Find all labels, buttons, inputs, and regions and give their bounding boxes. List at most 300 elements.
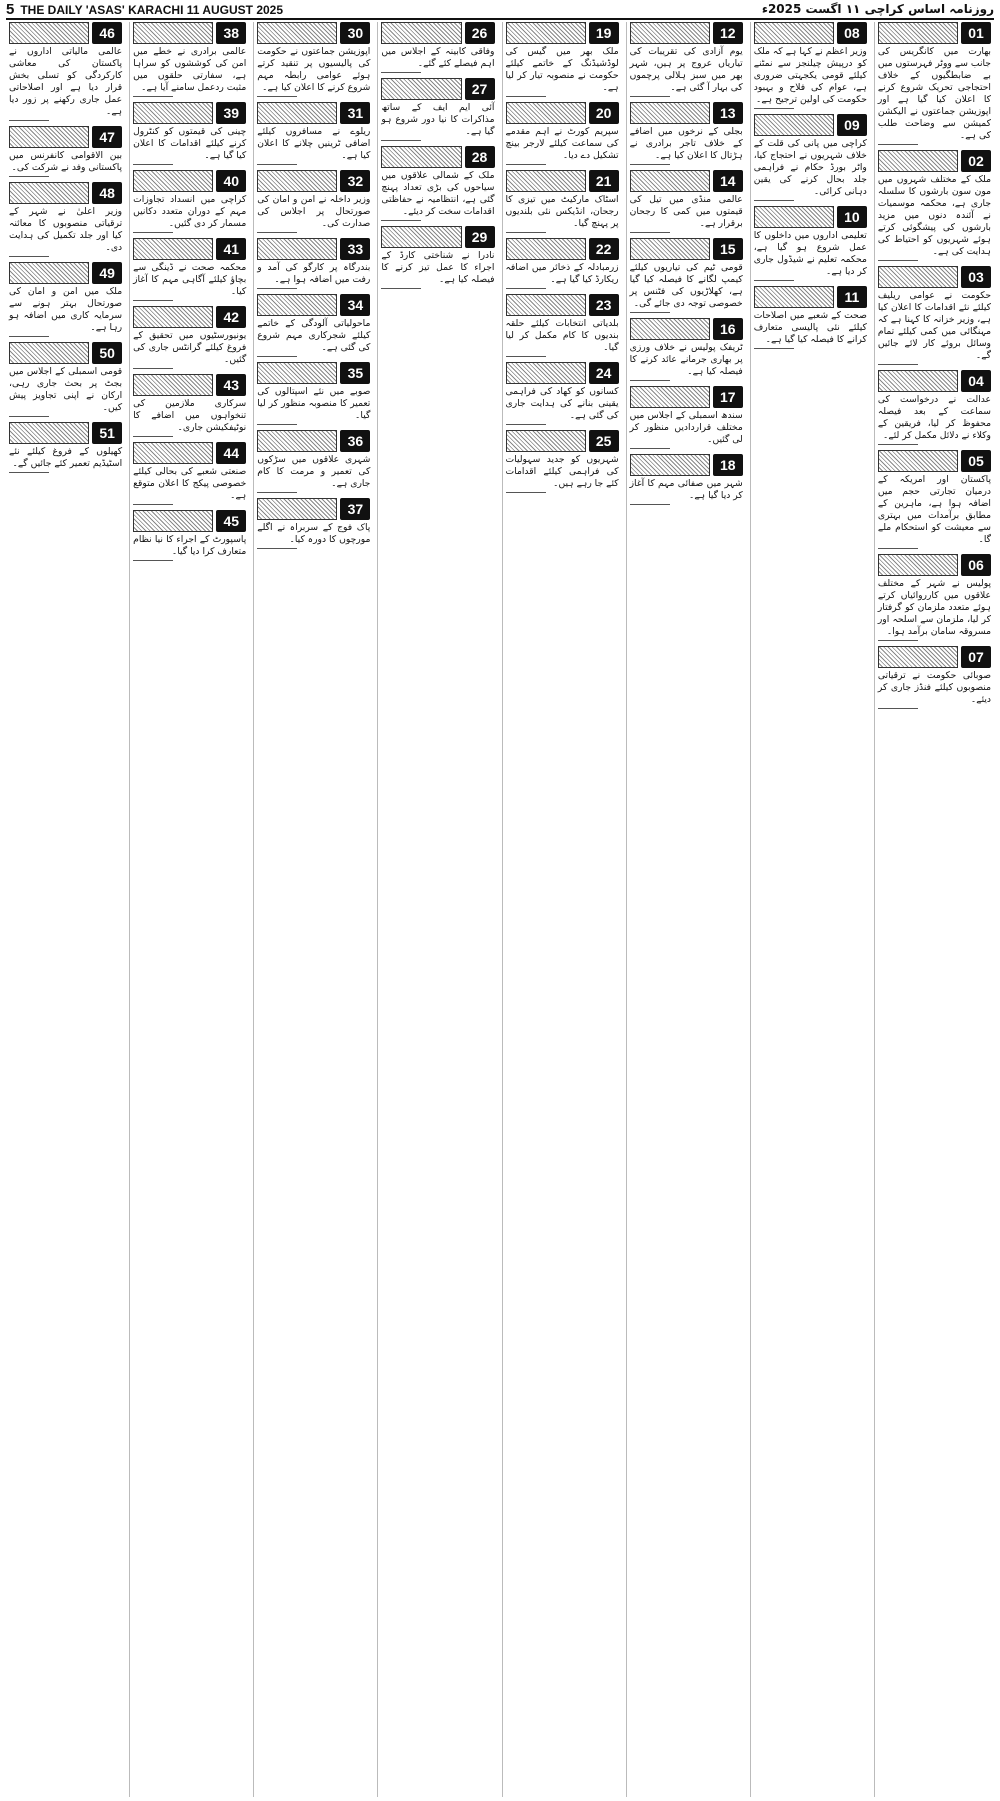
news-item-text: صوبائی حکومت نے ترقیاتی منصوبوں کیلئے فنڈز جاری کر دیئے۔ xyxy=(877,670,991,705)
news-item-header xyxy=(9,22,122,44)
news-item-number-badge: 30 xyxy=(340,22,370,44)
news-item-text: وزیر اعلیٰ نے شہر کے ترقیاتی منصوبوں کا معائنہ کیا اور جلد تکمیل کی ہدایت دی۔ xyxy=(9,206,123,253)
item-end-rule xyxy=(133,368,173,369)
headline-hatch-box xyxy=(630,238,710,260)
headline-hatch-box xyxy=(9,422,89,444)
news-item-text: ٹریفک پولیس نے خلاف ورزی پر بھاری جرمانے عائد کرنے کا فیصلہ کیا ہے۔ xyxy=(629,342,743,377)
headline-hatch-box xyxy=(9,262,89,284)
news-item xyxy=(133,306,246,369)
item-end-rule xyxy=(630,504,670,505)
item-end-rule xyxy=(630,164,670,165)
item-end-rule xyxy=(257,492,297,493)
item-end-rule xyxy=(878,640,918,641)
news-item-number-badge: 49 xyxy=(92,262,122,284)
news-item xyxy=(257,430,370,493)
news-item-number-badge: 12 xyxy=(713,22,743,44)
news-item xyxy=(9,262,122,337)
news-item-header xyxy=(257,170,370,192)
item-end-rule xyxy=(630,380,670,381)
headline-hatch-box xyxy=(506,102,586,124)
headline-hatch-box xyxy=(9,126,89,148)
news-item xyxy=(630,386,743,449)
news-item-text: شہر میں صفائی مہم کا آغاز کر دیا گیا ہے۔ xyxy=(629,478,743,501)
news-item-text: قومی ٹیم کی تیاریوں کیلئے کیمپ لگانے کا فیصلہ کیا گیا ہے، کھلاڑیوں کی فٹنس پر خصوصی توجہ دی جائے گی۔ xyxy=(629,262,743,309)
item-end-rule xyxy=(878,144,918,145)
news-item-header xyxy=(878,266,991,288)
masthead xyxy=(6,0,994,20)
headline-hatch-box xyxy=(878,150,958,172)
news-item-text: ریلوے نے مسافروں کیلئے اضافی ٹرینیں چلانے کا اعلان کیا ہے۔ xyxy=(257,126,371,161)
item-end-rule xyxy=(754,280,794,281)
news-item-number-badge: 01 xyxy=(961,22,991,44)
news-item-header xyxy=(630,22,743,44)
headline-hatch-box xyxy=(878,22,958,44)
item-end-rule xyxy=(257,288,297,289)
news-item xyxy=(257,22,370,97)
headline-hatch-box xyxy=(257,362,337,384)
news-item-text: قومی اسمبلی کے اجلاس میں بجٹ پر بحث جاری رہی، ارکان نے اپنی تجاویز پیش کیں۔ xyxy=(9,366,123,413)
news-item-header xyxy=(257,498,370,520)
item-end-rule xyxy=(257,96,297,97)
item-end-rule xyxy=(9,120,49,121)
news-item-header xyxy=(754,114,867,136)
item-end-rule xyxy=(257,424,297,425)
news-item-header xyxy=(133,22,246,44)
news-item-header xyxy=(133,238,246,260)
headline-hatch-box xyxy=(257,498,337,520)
news-item-text: عالمی مالیاتی اداروں نے پاکستان کی معاشی کارکردگی کو تسلی بخش قرار دیا ہے اور اصلاحاتی عمل جاری رکھنے پر زور دیا ہے۔ xyxy=(9,46,123,117)
news-item xyxy=(381,78,494,141)
headline-hatch-box xyxy=(630,454,710,476)
news-item xyxy=(257,362,370,425)
headline-hatch-box xyxy=(9,182,89,204)
headline-hatch-box xyxy=(878,370,958,392)
news-item-text: آئی ایم ایف کے ساتھ مذاکرات کا نیا دور شروع ہو گیا ہے۔ xyxy=(381,102,495,137)
item-end-rule xyxy=(630,312,670,313)
headline-hatch-box xyxy=(630,170,710,192)
news-item-number-badge: 03 xyxy=(961,266,991,288)
masthead-left xyxy=(6,1,283,18)
news-item xyxy=(133,102,246,165)
news-item xyxy=(506,238,619,289)
news-item-header xyxy=(506,22,619,44)
item-end-rule xyxy=(9,176,49,177)
news-item-header xyxy=(257,294,370,316)
news-item-header xyxy=(878,554,991,576)
news-item-number-badge: 24 xyxy=(589,362,619,384)
news-item-number-badge: 09 xyxy=(837,114,867,136)
news-item-number-badge: 27 xyxy=(465,78,495,100)
item-end-rule xyxy=(630,96,670,97)
news-item xyxy=(133,374,246,437)
news-item xyxy=(506,102,619,165)
news-item-text: وزیر داخلہ نے امن و امان کی صورتحال پر اجلاس کی صدارت کی۔ xyxy=(257,194,371,229)
news-item-text: پاسپورٹ کے اجراء کا نیا نظام متعارف کرا دیا گیا۔ xyxy=(133,534,247,557)
headline-hatch-box xyxy=(133,170,213,192)
news-item-text: ملک کے شمالی علاقوں میں سیاحوں کی بڑی تعداد پہنچ گئی ہے، انتظامیہ نے حفاظتی اقدامات سخت کر دیئے۔ xyxy=(381,170,495,217)
headline-hatch-box xyxy=(133,306,213,328)
news-item-text: سندھ اسمبلی کے اجلاس میں مختلف قراردادیں منظور کر لی گئیں۔ xyxy=(629,410,743,445)
news-item-header xyxy=(878,450,991,472)
news-item-text: شہریوں کو جدید سہولیات کی فراہمی کیلئے اقدامات کئے جا رہے ہیں۔ xyxy=(505,454,619,489)
item-end-rule xyxy=(133,560,173,561)
headline-hatch-box xyxy=(878,450,958,472)
news-item xyxy=(133,170,246,233)
headline-hatch-box xyxy=(133,442,213,464)
news-item-header xyxy=(381,146,494,168)
news-item-number-badge: 43 xyxy=(216,374,246,396)
news-item xyxy=(754,286,867,349)
news-item xyxy=(878,646,991,709)
headline-hatch-box xyxy=(878,266,958,288)
news-item-text: پاکستان اور امریکہ کے درمیان تجارتی حجم میں اضافہ ہوا ہے، ماہرین کے مطابق برآمدات میں بہتری سے معیشت کو استحکام ملے گا۔ xyxy=(877,474,991,545)
item-end-rule xyxy=(133,96,173,97)
news-item-number-badge: 33 xyxy=(340,238,370,260)
news-item xyxy=(630,170,743,233)
item-end-rule xyxy=(381,288,421,289)
item-end-rule xyxy=(630,232,670,233)
news-item xyxy=(381,22,494,73)
item-end-rule xyxy=(257,548,297,549)
news-item xyxy=(506,294,619,357)
masthead-title-en: THE DAILY 'ASAS' KARACHI 11 AUGUST 2025 xyxy=(20,2,284,17)
news-item-header xyxy=(878,22,991,44)
item-end-rule xyxy=(257,232,297,233)
headline-hatch-box xyxy=(133,374,213,396)
item-end-rule xyxy=(878,548,918,549)
headline-hatch-box xyxy=(133,102,213,124)
headline-hatch-box xyxy=(133,510,213,532)
item-end-rule xyxy=(506,164,546,165)
news-item xyxy=(630,238,743,313)
news-item-number-badge: 07 xyxy=(961,646,991,668)
news-item-number-badge: 31 xyxy=(340,102,370,124)
news-item-number-badge: 06 xyxy=(961,554,991,576)
item-end-rule xyxy=(506,424,546,425)
news-item-header xyxy=(630,170,743,192)
news-item xyxy=(878,150,991,261)
news-item xyxy=(506,170,619,233)
news-item-text: صحت کے شعبے میں اصلاحات کیلئے نئی پالیسی متعارف کرانے کا فیصلہ کیا گیا ہے۔ xyxy=(753,310,867,345)
masthead-title-ur: روزنامہ اساس کراچی ۱۱ اگست 2025ء xyxy=(761,2,994,16)
news-item-number-badge: 35 xyxy=(340,362,370,384)
headline-hatch-box xyxy=(506,238,586,260)
news-item-header xyxy=(630,454,743,476)
item-end-rule xyxy=(381,140,421,141)
news-item-header xyxy=(133,102,246,124)
news-item xyxy=(9,126,122,177)
news-item-text: تعلیمی اداروں میں داخلوں کا عمل شروع ہو گیا ہے، محکمہ تعلیم نے شیڈول جاری کر دیا ہے۔ xyxy=(753,230,867,277)
news-item-header xyxy=(506,430,619,452)
item-end-rule xyxy=(257,356,297,357)
news-item xyxy=(381,146,494,221)
news-item xyxy=(506,430,619,493)
item-end-rule xyxy=(381,72,421,73)
news-item-number-badge: 45 xyxy=(216,510,246,532)
news-item xyxy=(381,226,494,289)
news-item-header xyxy=(506,170,619,192)
news-item-text: بلدیاتی انتخابات کیلئے حلقہ بندیوں کا کام مکمل کر لیا گیا۔ xyxy=(505,318,619,353)
news-item-number-badge: 50 xyxy=(92,342,122,364)
item-end-rule xyxy=(506,288,546,289)
news-item-header xyxy=(754,286,867,308)
news-item xyxy=(9,182,122,257)
news-item-number-badge: 41 xyxy=(216,238,246,260)
news-item-number-badge: 22 xyxy=(589,238,619,260)
news-item-header xyxy=(878,150,991,172)
news-column xyxy=(750,22,870,1797)
item-end-rule xyxy=(9,336,49,337)
news-column xyxy=(626,22,746,1797)
news-item-number-badge: 11 xyxy=(837,286,867,308)
news-item-number-badge: 23 xyxy=(589,294,619,316)
news-item-header xyxy=(257,102,370,124)
news-item-text: حکومت نے عوامی ریلیف کیلئے نئے اقدامات کا اعلان کیا ہے، وزیر خزانہ کا کہنا ہے کہ مہنگائی میں کمی کیلئے تمام وسائل بروئے کار لائے جائیں گے۔ xyxy=(877,290,991,361)
news-item xyxy=(878,266,991,365)
news-item-text: عدالت نے درخواست کی سماعت کے بعد فیصلہ محفوظ کر لیا، فریقین کے وکلاء نے دلائل مکمل کر لئے۔ xyxy=(877,394,991,441)
news-item-header xyxy=(133,510,246,532)
news-item-text: صنعتی شعبے کی بحالی کیلئے خصوصی پیکج کا اعلان متوقع ہے۔ xyxy=(133,466,247,501)
news-item xyxy=(133,442,246,505)
news-item xyxy=(133,510,246,561)
news-item-number-badge: 18 xyxy=(713,454,743,476)
news-item-text: چینی کی قیمتوں کو کنٹرول کرنے کیلئے اقدامات کا اعلان کیا گیا ہے۔ xyxy=(133,126,247,161)
news-item-number-badge: 48 xyxy=(92,182,122,204)
news-item xyxy=(257,294,370,357)
news-item-text: اسٹاک مارکیٹ میں تیزی کا رجحان، انڈیکس نئی بلندیوں پر پہنچ گیا۔ xyxy=(505,194,619,229)
news-item-header xyxy=(257,430,370,452)
news-item xyxy=(9,22,122,121)
news-item-text: عالمی برادری نے خطے میں امن کی کوششوں کو سراہا ہے، سفارتی حلقوں میں مثبت ردعمل سامنے آیا ہے۔ xyxy=(133,46,247,93)
news-item-number-badge: 19 xyxy=(589,22,619,44)
news-item-header xyxy=(9,342,122,364)
news-item-header xyxy=(381,226,494,248)
news-item-header xyxy=(754,22,867,44)
news-item-number-badge: 34 xyxy=(340,294,370,316)
news-item xyxy=(754,22,867,109)
news-item-text: کھیلوں کے فروغ کیلئے نئے اسٹیڈیم تعمیر کئے جائیں گے۔ xyxy=(9,446,123,469)
news-item-header xyxy=(9,126,122,148)
news-item xyxy=(878,450,991,549)
news-item-number-badge: 15 xyxy=(713,238,743,260)
news-item-number-badge: 39 xyxy=(216,102,246,124)
news-item-text: کراچی میں انسداد تجاوزات مہم کے دوران متعدد دکانیں مسمار کر دی گئیں۔ xyxy=(133,194,247,229)
page-number: 5 xyxy=(6,0,15,18)
headline-hatch-box xyxy=(257,22,337,44)
news-item-header xyxy=(878,370,991,392)
news-item xyxy=(878,370,991,445)
news-item-number-badge: 20 xyxy=(589,102,619,124)
item-end-rule xyxy=(506,96,546,97)
news-item xyxy=(257,498,370,549)
item-end-rule xyxy=(754,348,794,349)
news-item-header xyxy=(630,238,743,260)
item-end-rule xyxy=(506,492,546,493)
news-item xyxy=(630,22,743,97)
item-end-rule xyxy=(754,200,794,201)
headline-hatch-box xyxy=(257,102,337,124)
news-item-text: اپوزیشن جماعتوں نے حکومت کی پالیسیوں پر تنقید کرتے ہوئے عوامی رابطہ مہم شروع کرنے کا اعلان کیا ہے۔ xyxy=(257,46,371,93)
news-item-text: بجلی کے نرخوں میں اضافے کے خلاف تاجر برادری نے ہڑتال کا اعلان کیا ہے۔ xyxy=(629,126,743,161)
news-item-text: سپریم کورٹ نے اہم مقدمے کی سماعت کیلئے لارجر بینچ تشکیل دے دیا۔ xyxy=(505,126,619,161)
news-columns xyxy=(6,22,994,1797)
news-item-number-badge: 10 xyxy=(837,206,867,228)
news-item-header xyxy=(257,362,370,384)
news-item-number-badge: 26 xyxy=(465,22,495,44)
news-item-text: کسانوں کو کھاد کی فراہمی یقینی بنانے کی ہدایت جاری کی گئی ہے۔ xyxy=(505,386,619,421)
news-item-header xyxy=(630,102,743,124)
item-end-rule xyxy=(506,232,546,233)
news-item-number-badge: 36 xyxy=(340,430,370,452)
news-item xyxy=(133,22,246,97)
headline-hatch-box xyxy=(506,294,586,316)
news-item xyxy=(878,22,991,145)
headline-hatch-box xyxy=(754,22,834,44)
news-item-header xyxy=(506,102,619,124)
news-column xyxy=(6,22,125,1797)
news-item-number-badge: 32 xyxy=(340,170,370,192)
headline-hatch-box xyxy=(381,146,461,168)
news-item-text: ملک بھر میں گیس کی لوڈشیڈنگ کے خاتمے کیلئے حکومت نے منصوبہ تیار کر لیا ہے۔ xyxy=(505,46,619,93)
news-item-number-badge: 42 xyxy=(216,306,246,328)
item-end-rule xyxy=(878,260,918,261)
news-item-text: ملک میں امن و امان کی صورتحال بہتر ہونے سے سرمایہ کاری میں اضافہ ہو رہا ہے۔ xyxy=(9,286,123,333)
item-end-rule xyxy=(133,300,173,301)
news-item-text: یوم آزادی کی تقریبات کی تیاریاں عروج پر ہیں، شہر بھر میں سبز ہلالی پرچموں کی بہار آ گئی ہے۔ xyxy=(629,46,743,93)
headline-hatch-box xyxy=(9,342,89,364)
headline-hatch-box xyxy=(506,22,586,44)
headline-hatch-box xyxy=(257,294,337,316)
item-end-rule xyxy=(630,448,670,449)
headline-hatch-box xyxy=(754,286,834,308)
item-end-rule xyxy=(133,164,173,165)
news-item-header xyxy=(257,238,370,260)
news-item-text: پاک فوج کے سربراہ نے اگلے مورچوں کا دورہ کیا۔ xyxy=(257,522,371,545)
news-item-header xyxy=(754,206,867,228)
news-item-text: وزیر اعظم نے کہا ہے کہ ملک کو درپیش چیلنجز سے نمٹنے کیلئے قومی یکجہتی ضروری ہے، عوام کی فلاح و بہبود حکومت کی اولین ترجیح ہے۔ xyxy=(753,46,867,105)
item-end-rule xyxy=(133,504,173,505)
news-item-number-badge: 38 xyxy=(216,22,246,44)
headline-hatch-box xyxy=(381,226,461,248)
item-end-rule xyxy=(9,416,49,417)
news-item xyxy=(878,554,991,641)
news-item-header xyxy=(9,182,122,204)
news-item-header xyxy=(133,442,246,464)
item-end-rule xyxy=(9,472,49,473)
news-item xyxy=(133,238,246,301)
item-end-rule xyxy=(133,436,173,437)
news-item xyxy=(9,342,122,417)
news-item-number-badge: 08 xyxy=(837,22,867,44)
news-item-header xyxy=(506,294,619,316)
news-item-number-badge: 51 xyxy=(92,422,122,444)
news-item xyxy=(506,362,619,425)
news-item-header xyxy=(878,646,991,668)
headline-hatch-box xyxy=(506,362,586,384)
news-item-number-badge: 37 xyxy=(340,498,370,520)
headline-hatch-box xyxy=(506,170,586,192)
item-end-rule xyxy=(878,444,918,445)
news-item xyxy=(754,206,867,281)
news-item-text: نادرا نے شناختی کارڈ کے اجراء کا عمل تیز کرنے کا فیصلہ کیا ہے۔ xyxy=(381,250,495,285)
news-item-text: سرکاری ملازمین کی تنخواہوں میں اضافے کا نوٹیفکیشن جاری۔ xyxy=(133,398,247,433)
news-column xyxy=(253,22,373,1797)
news-item-text: محکمہ صحت نے ڈینگی سے بچاؤ کیلئے آگاہی مہم کا آغاز کیا۔ xyxy=(133,262,247,297)
news-item-text: بھارت میں کانگریس کی جانب سے ووٹر فہرستوں میں بے ضابطگیوں کے خلاف احتجاجی تحریک شروع کرنے کا اعلان کیا گیا ہے اور اپوزیشن جماعتوں نے الیکشن کمیشن سے وضاحت طلب کی ہے۔ xyxy=(877,46,991,141)
news-item-header xyxy=(133,374,246,396)
news-item-header xyxy=(630,386,743,408)
headline-hatch-box xyxy=(754,114,834,136)
news-item xyxy=(257,170,370,233)
news-item-number-badge: 13 xyxy=(713,102,743,124)
news-item-header xyxy=(133,170,246,192)
headline-hatch-box xyxy=(630,386,710,408)
item-end-rule xyxy=(878,364,918,365)
news-item-text: یونیورسٹیوں میں تحقیق کے فروغ کیلئے گرانٹس جاری کی گئیں۔ xyxy=(133,330,247,365)
news-item xyxy=(630,454,743,505)
news-item xyxy=(9,422,122,473)
headline-hatch-box xyxy=(133,238,213,260)
news-item-number-badge: 40 xyxy=(216,170,246,192)
headline-hatch-box xyxy=(257,430,337,452)
news-item-text: پولیس نے شہر کے مختلف علاقوں میں کارروائیاں کرتے ہوئے متعدد ملزمان کو گرفتار کر لیا، ملزمان سے اسلحہ اور مسروقہ سامان برآمد ہوا۔ xyxy=(877,578,991,637)
news-item-text: عالمی منڈی میں تیل کی قیمتوں میں کمی کا رجحان برقرار ہے۔ xyxy=(629,194,743,229)
news-item-text: کراچی میں پانی کی قلت کے خلاف شہریوں نے احتجاج کیا، واٹر بورڈ حکام نے فراہمی جلد بحال کرنے کی یقین دہانی کرائی۔ xyxy=(753,138,867,197)
news-item-number-badge: 02 xyxy=(961,150,991,172)
news-item-number-badge: 25 xyxy=(589,430,619,452)
item-end-rule xyxy=(133,232,173,233)
news-item-header xyxy=(506,238,619,260)
news-item xyxy=(257,102,370,165)
news-item-number-badge: 21 xyxy=(589,170,619,192)
item-end-rule xyxy=(9,256,49,257)
headline-hatch-box xyxy=(878,646,958,668)
news-item-text: ملک کے مختلف شہروں میں مون سون بارشوں کا سلسلہ جاری ہے، محکمہ موسمیات نے آئندہ دنوں میں مزید بارشوں کی پیشگوئی کرتے ہوئے شہریوں کو احتیاط کی ہدایت کی ہے۔ xyxy=(877,174,991,257)
news-item-number-badge: 46 xyxy=(92,22,122,44)
news-item-text: شہری علاقوں میں سڑکوں کی تعمیر و مرمت کا کام جاری ہے۔ xyxy=(257,454,371,489)
news-item-text: صوبے میں نئے اسپتالوں کی تعمیر کا منصوبہ منظور کر لیا گیا۔ xyxy=(257,386,371,421)
news-column xyxy=(502,22,622,1797)
news-item-text: بندرگاہ پر کارگو کی آمد و رفت میں اضافہ ہوا ہے۔ xyxy=(257,262,371,285)
news-item-header xyxy=(257,22,370,44)
item-end-rule xyxy=(506,356,546,357)
news-item-number-badge: 05 xyxy=(961,450,991,472)
headline-hatch-box xyxy=(506,430,586,452)
news-item-text: بین الاقوامی کانفرنس میں پاکستانی وفد نے شرکت کی۔ xyxy=(9,150,123,173)
news-item-header xyxy=(9,262,122,284)
news-item xyxy=(754,114,867,201)
news-item-text: وفاقی کابینہ کے اجلاس میں اہم فیصلے کئے گئے۔ xyxy=(381,46,495,69)
item-end-rule xyxy=(754,108,794,109)
news-item-header xyxy=(630,318,743,340)
headline-hatch-box xyxy=(133,22,213,44)
news-item xyxy=(506,22,619,97)
news-column xyxy=(377,22,497,1797)
news-item xyxy=(630,102,743,165)
news-item-number-badge: 16 xyxy=(713,318,743,340)
news-item-number-badge: 44 xyxy=(216,442,246,464)
news-item-text: ماحولیاتی آلودگی کے خاتمے کیلئے شجرکاری مہم شروع کی گئی ہے۔ xyxy=(257,318,371,353)
headline-hatch-box xyxy=(9,22,89,44)
item-end-rule xyxy=(257,164,297,165)
news-item-number-badge: 17 xyxy=(713,386,743,408)
news-item-number-badge: 28 xyxy=(465,146,495,168)
item-end-rule xyxy=(878,708,918,709)
news-item xyxy=(257,238,370,289)
news-item-number-badge: 04 xyxy=(961,370,991,392)
news-item-header xyxy=(133,306,246,328)
news-column xyxy=(874,22,994,1797)
